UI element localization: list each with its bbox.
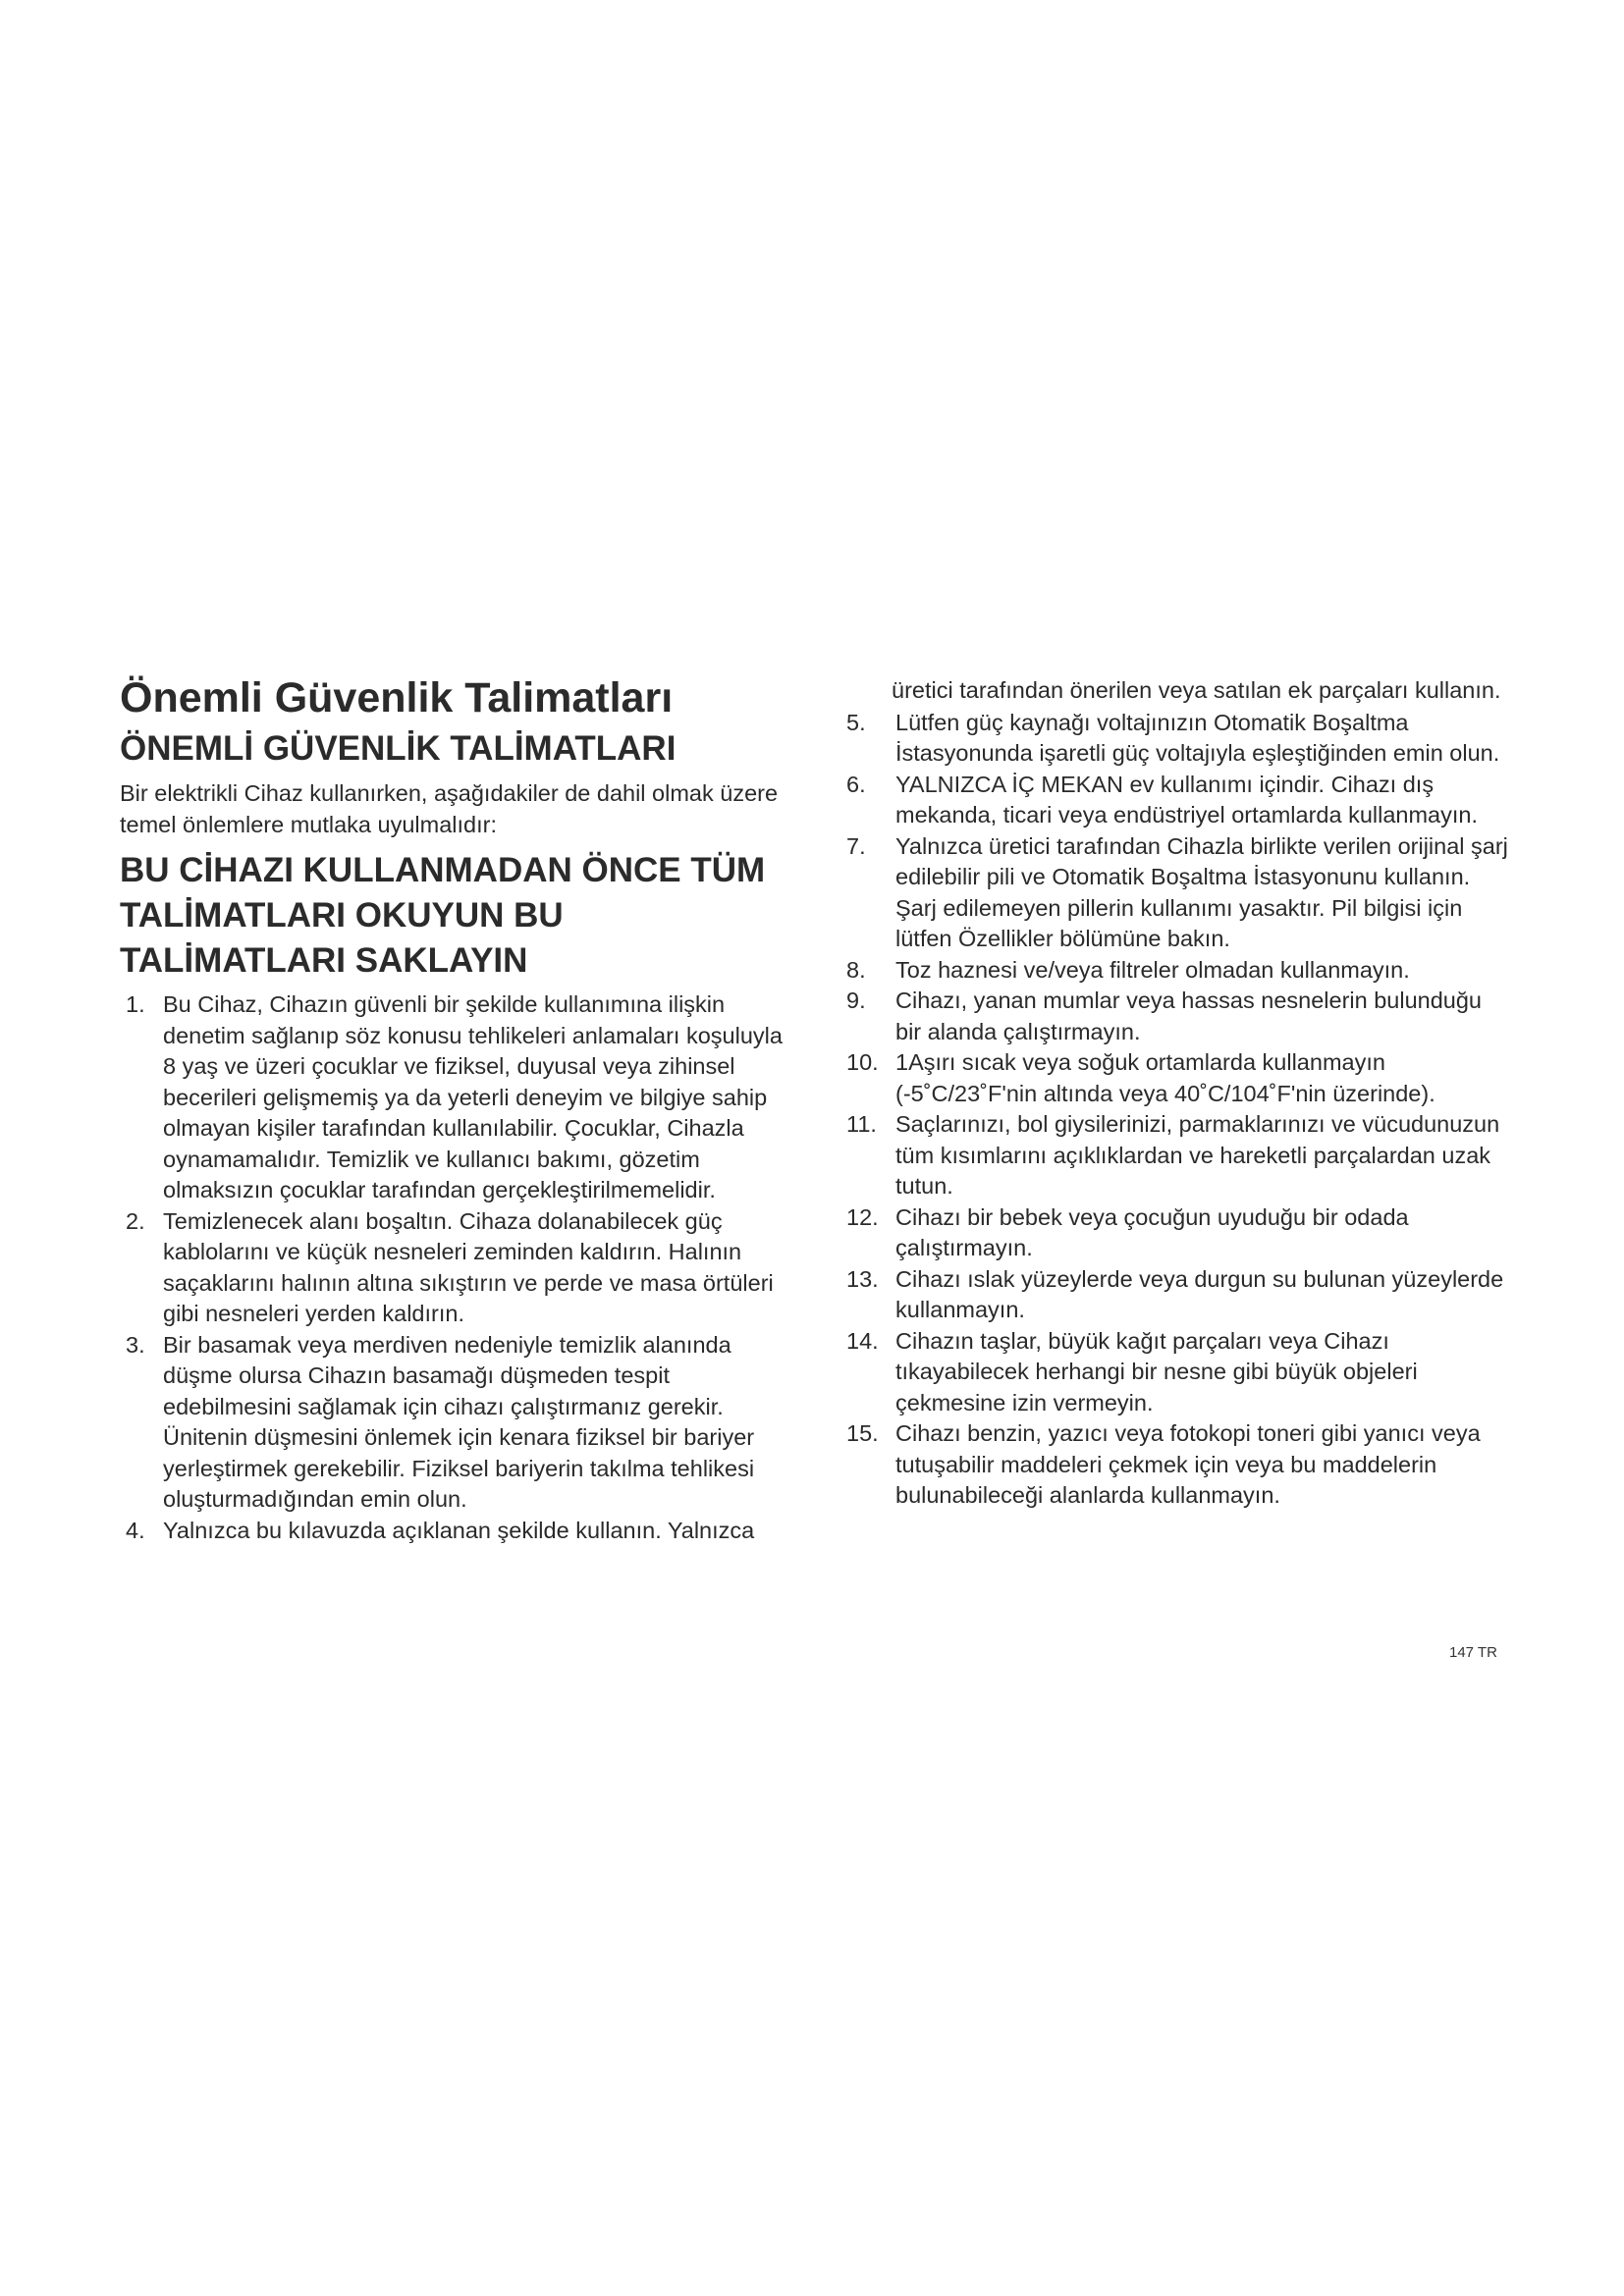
item-text: Bu Cihaz, Cihazın güvenli bir şekilde kullanımına ilişkin denetim sağlanıp söz konusu tehlikeleri anlamaları koşuluyla 8 yaş ve üzeri çocuklar ve fiziksel, duyusal veya zihinsel becerileri gelişmemiş ya da yeterli deneyim ve bilgiye sahip olmayan kişiler tarafından kullanılabilir. Çocuklar, Cihazla oynamamalıdır. Temizlik ve kullanıcı bakımı, gözetim olmaksızın çocuklar tarafından gerçekleştirilmemelidir.	[163, 991, 783, 1202]
item-number: 1.	[126, 991, 145, 1017]
item-text: Toz haznesi ve/veya filtreler olmadan kullanmayın.	[895, 956, 1410, 983]
list-item	[846, 955, 1514, 987]
item-number: 15.	[846, 1420, 879, 1446]
list-item	[846, 1047, 1514, 1109]
list-item	[846, 770, 1514, 831]
item-number: 8.	[846, 956, 866, 983]
item-text: YALNIZCA İÇ MEKAN ev kullanımı içindir. Cihazı dış mekanda, ticari veya endüstriyel ortamlarda kullanmayın.	[895, 771, 1478, 828]
item-text: Cihazın taşlar, büyük kağıt parçaları veya Cihazı tıkayabilecek herhangi bir nesne gibi büyük objeleri çekmesine izin vermeyin.	[895, 1327, 1418, 1415]
right-column	[846, 675, 1514, 1512]
page-number: 147 TR	[1449, 1644, 1497, 1661]
intro-paragraph: Bir elektrikli Cihaz kullanırken, aşağıdakiler de dahil olmak üzere temel önlemlere mutlaka uyulmalıdır:	[120, 780, 779, 837]
list-item	[120, 1516, 797, 1547]
list-item	[120, 989, 797, 1206]
list-item	[846, 1326, 1514, 1419]
list-item	[846, 831, 1514, 955]
list-item	[846, 1202, 1514, 1264]
list-item	[846, 986, 1514, 1047]
item-number: 13.	[846, 1265, 879, 1292]
item-text: Lütfen güç kaynağı voltajınızın Otomatik Boşaltma İstasyonunda işaretli güç voltajıyla eşleştiğinden emin olun.	[895, 709, 1500, 766]
item-number: 11.	[846, 1111, 877, 1137]
left-instruction-list	[120, 989, 797, 1546]
item-number: 3.	[126, 1331, 145, 1358]
item-text: Yalnızca üretici tarafından Cihazla birlikte verilen orijinal şarj edilebilir pili ve Otomatik Boşaltma İstasyonunu kullanın. Şarj edilemeyen pillerin kullanımı yasaktır. Pil bilgisi için lütfen Özellikler bölümüne bakın.	[895, 832, 1508, 951]
item-number: 5.	[846, 709, 866, 735]
item-4-continuation: üretici tarafından önerilen veya satılan ek parçaları kullanın.	[892, 677, 1501, 703]
right-instruction-list	[846, 708, 1514, 1512]
item-text: Bir basamak veya merdiven nedeniyle temizlik alanında düşme olursa Cihazın basamağı düşmeden tespit edebilmesini sağlamak için cihazı çalıştırmanız gerekir. Ünitenin düşmesini önlemek için kenara fiziksel bir bariyer yerleştirmek gerekebilir. Fiziksel bariyerin takılma tehlikesi oluşturmadığından emin olun.	[163, 1331, 755, 1512]
item-text: Saçlarınızı, bol giysilerinizi, parmaklarınızı ve vücudunuzun tüm kısımlarını açıklıklardan ve hareketli parçalardan uzak tutun.	[895, 1111, 1500, 1199]
item-number: 12.	[846, 1203, 879, 1230]
list-item	[846, 1109, 1514, 1202]
left-column	[120, 673, 797, 1546]
item-number: 2.	[126, 1207, 145, 1234]
item-number: 14.	[846, 1327, 879, 1354]
section-subtitle: ÖNEMLİ GÜVENLİK TALİMATLARI	[120, 729, 677, 768]
page-title: Önemli Güvenlik Talimatları	[120, 674, 674, 721]
item-text: Cihazı bir bebek veya çocuğun uyuduğu bir odada çalıştırmayın.	[895, 1203, 1409, 1260]
item-text: 1Aşırı sıcak veya soğuk ortamlarda kullanmayın (-5˚C/23˚F'nin altında veya 40˚C/104˚F'nin üzerinde).	[895, 1049, 1435, 1106]
item-number: 4.	[126, 1517, 145, 1543]
item-text: Cihazı, yanan mumlar veya hassas nesnelerin bulunduğu bir alanda çalıştırmayın.	[895, 988, 1482, 1044]
list-item	[120, 1330, 797, 1516]
list-item	[846, 708, 1514, 770]
item-number: 10.	[846, 1049, 879, 1075]
list-item	[120, 1206, 797, 1330]
item-text: Temizlenecek alanı boşaltın. Cihaza dolanabilecek güç kablolarını ve küçük nesneleri zeminden kaldırın. Halının saçaklarını halının altına sıkıştırın ve perde ve masa örtüleri gibi nesneleri yerden kaldırın.	[163, 1207, 774, 1326]
warning-heading: BU CİHAZI KULLANMADAN ÖNCE TÜM TALİMATLARI OKUYUN BU TALİMATLARI SAKLAYIN	[120, 851, 766, 980]
item-text: Yalnızca bu kılavuzda açıklanan şekilde kullanın. Yalnızca	[163, 1517, 755, 1543]
item-text: Cihazı ıslak yüzeylerde veya durgun su bulunan yüzeylerde kullanmayın.	[895, 1265, 1504, 1322]
list-item	[846, 1264, 1514, 1326]
item-number: 6.	[846, 771, 866, 797]
list-item	[846, 1418, 1514, 1512]
item-number: 9.	[846, 988, 866, 1013]
item-number: 7.	[846, 832, 866, 859]
item-text: Cihazı benzin, yazıcı veya fotokopi toneri gibi yanıcı veya tutuşabilir maddeleri çekmek için veya bu maddelerin bulunabileceği alanlarda kullanmayın.	[895, 1420, 1481, 1508]
